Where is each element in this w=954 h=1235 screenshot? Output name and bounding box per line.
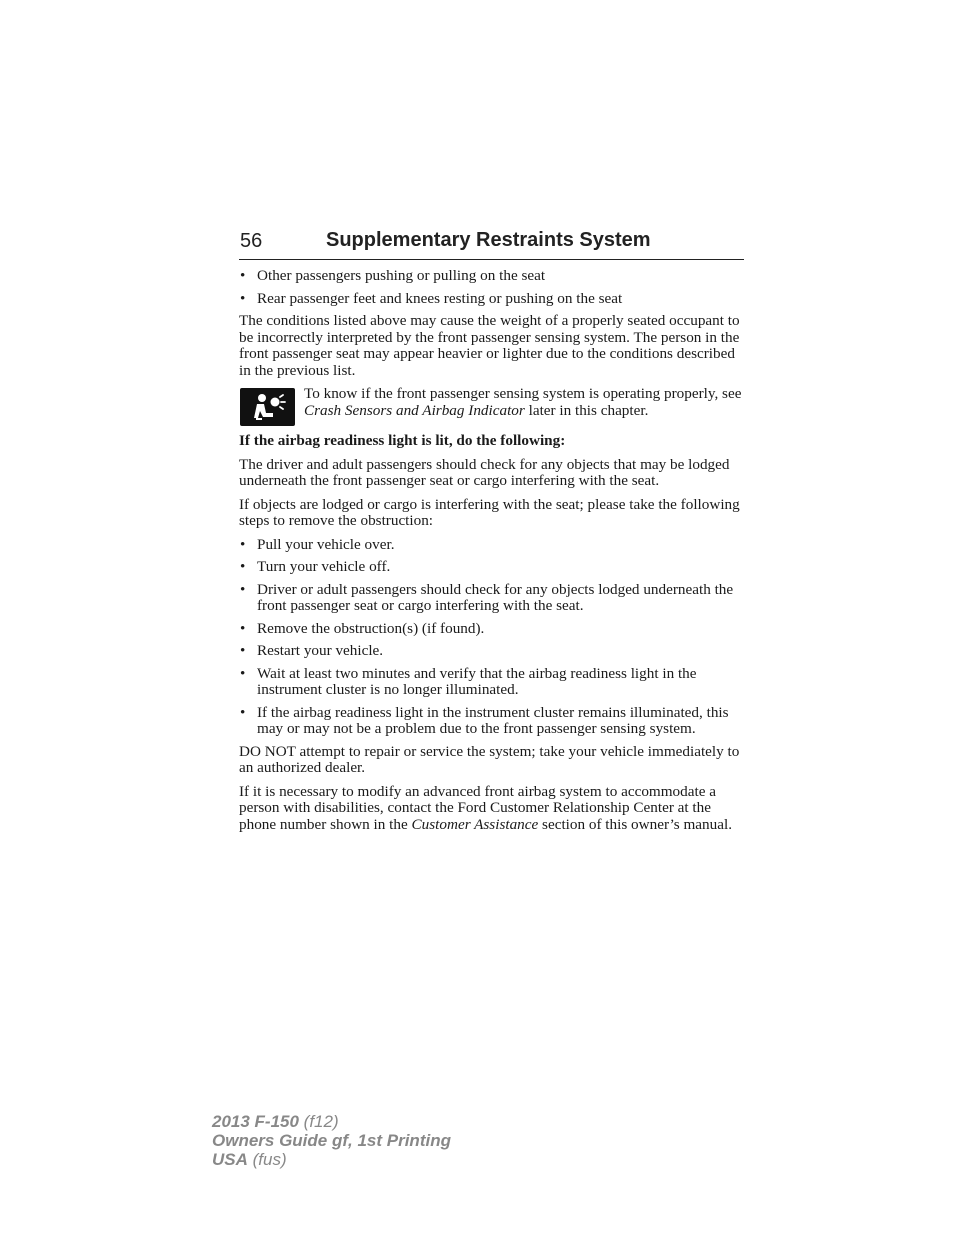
footer-line-model: 2013 F-150 (f12)	[212, 1112, 339, 1131]
footer-line-region: USA (fus)	[212, 1150, 287, 1169]
list-item: • Other passengers pushing or pulling on the seat	[239, 268, 749, 285]
list-item: • Pull your vehicle over.	[239, 537, 749, 554]
list-item: • Driver or adult passengers should check for any objects lodged underneath the front passenger seat or cargo interfering with the seat.	[239, 582, 749, 615]
list-item: • Turn your vehicle off.	[239, 559, 749, 576]
page-header	[239, 228, 744, 260]
note-text: To know if the front passenger sensing system is operating properly, see Crash Sensors and Airbag Indicator later in this chapter.	[304, 385, 742, 419]
paragraph-modify: If it is necessary to modify an advanced front airbag system to accommodate a person with disabilities, contact the Ford Customer Relationship Center at the phone number shown in the Customer Assistance section of this owner’s manual.	[239, 782, 732, 833]
note-block	[239, 386, 749, 426]
page-number: 56	[240, 230, 263, 252]
paragraph-driver-check: The driver and adult passengers should check for any objects that may be lodged underneath the front passenger seat or cargo interfering with the seat.	[239, 455, 730, 489]
footer-line-guide: Owners Guide gf, 1st Printing	[212, 1131, 451, 1150]
page-content	[239, 268, 749, 840]
list-item: • Restart your vehicle.	[239, 643, 749, 660]
airbag-icon	[240, 388, 295, 426]
bullet-list-steps	[239, 537, 749, 738]
list-item: • Rear passenger feet and knees resting or pushing on the seat	[239, 291, 749, 308]
list-item: • Remove the obstruction(s) (if found).	[239, 621, 749, 638]
list-item: • If the airbag readiness light in the instrument cluster remains illuminated, this may or may not be a problem due to the front passenger sensing system.	[239, 705, 749, 738]
list-item: • Wait at least two minutes and verify that the airbag readiness light in the instrument cluster is no longer illuminated.	[239, 666, 749, 699]
chapter-title: Supplementary Restraints System	[326, 229, 651, 251]
note-link: Crash Sensors and Airbag Indicator	[304, 401, 525, 419]
section-heading: If the airbag readiness light is lit, do the following:	[239, 432, 566, 449]
page-footer	[212, 1112, 451, 1169]
bullet-list-conditions	[239, 268, 749, 307]
paragraph-objects: If objects are lodged or cargo is interfering with the seat; please take the following steps to remove the obstruction:	[239, 495, 740, 529]
paragraph-do-not: DO NOT attempt to repair or service the system; take your vehicle immediately to an authorized dealer.	[239, 742, 740, 776]
paragraph-conditions: The conditions listed above may cause the weight of a properly seated occupant to be incorrectly interpreted by the front passenger sensing system. The person in the front passenger seat may appear heavier or lighter due to the conditions described in the previous list.	[239, 312, 740, 379]
